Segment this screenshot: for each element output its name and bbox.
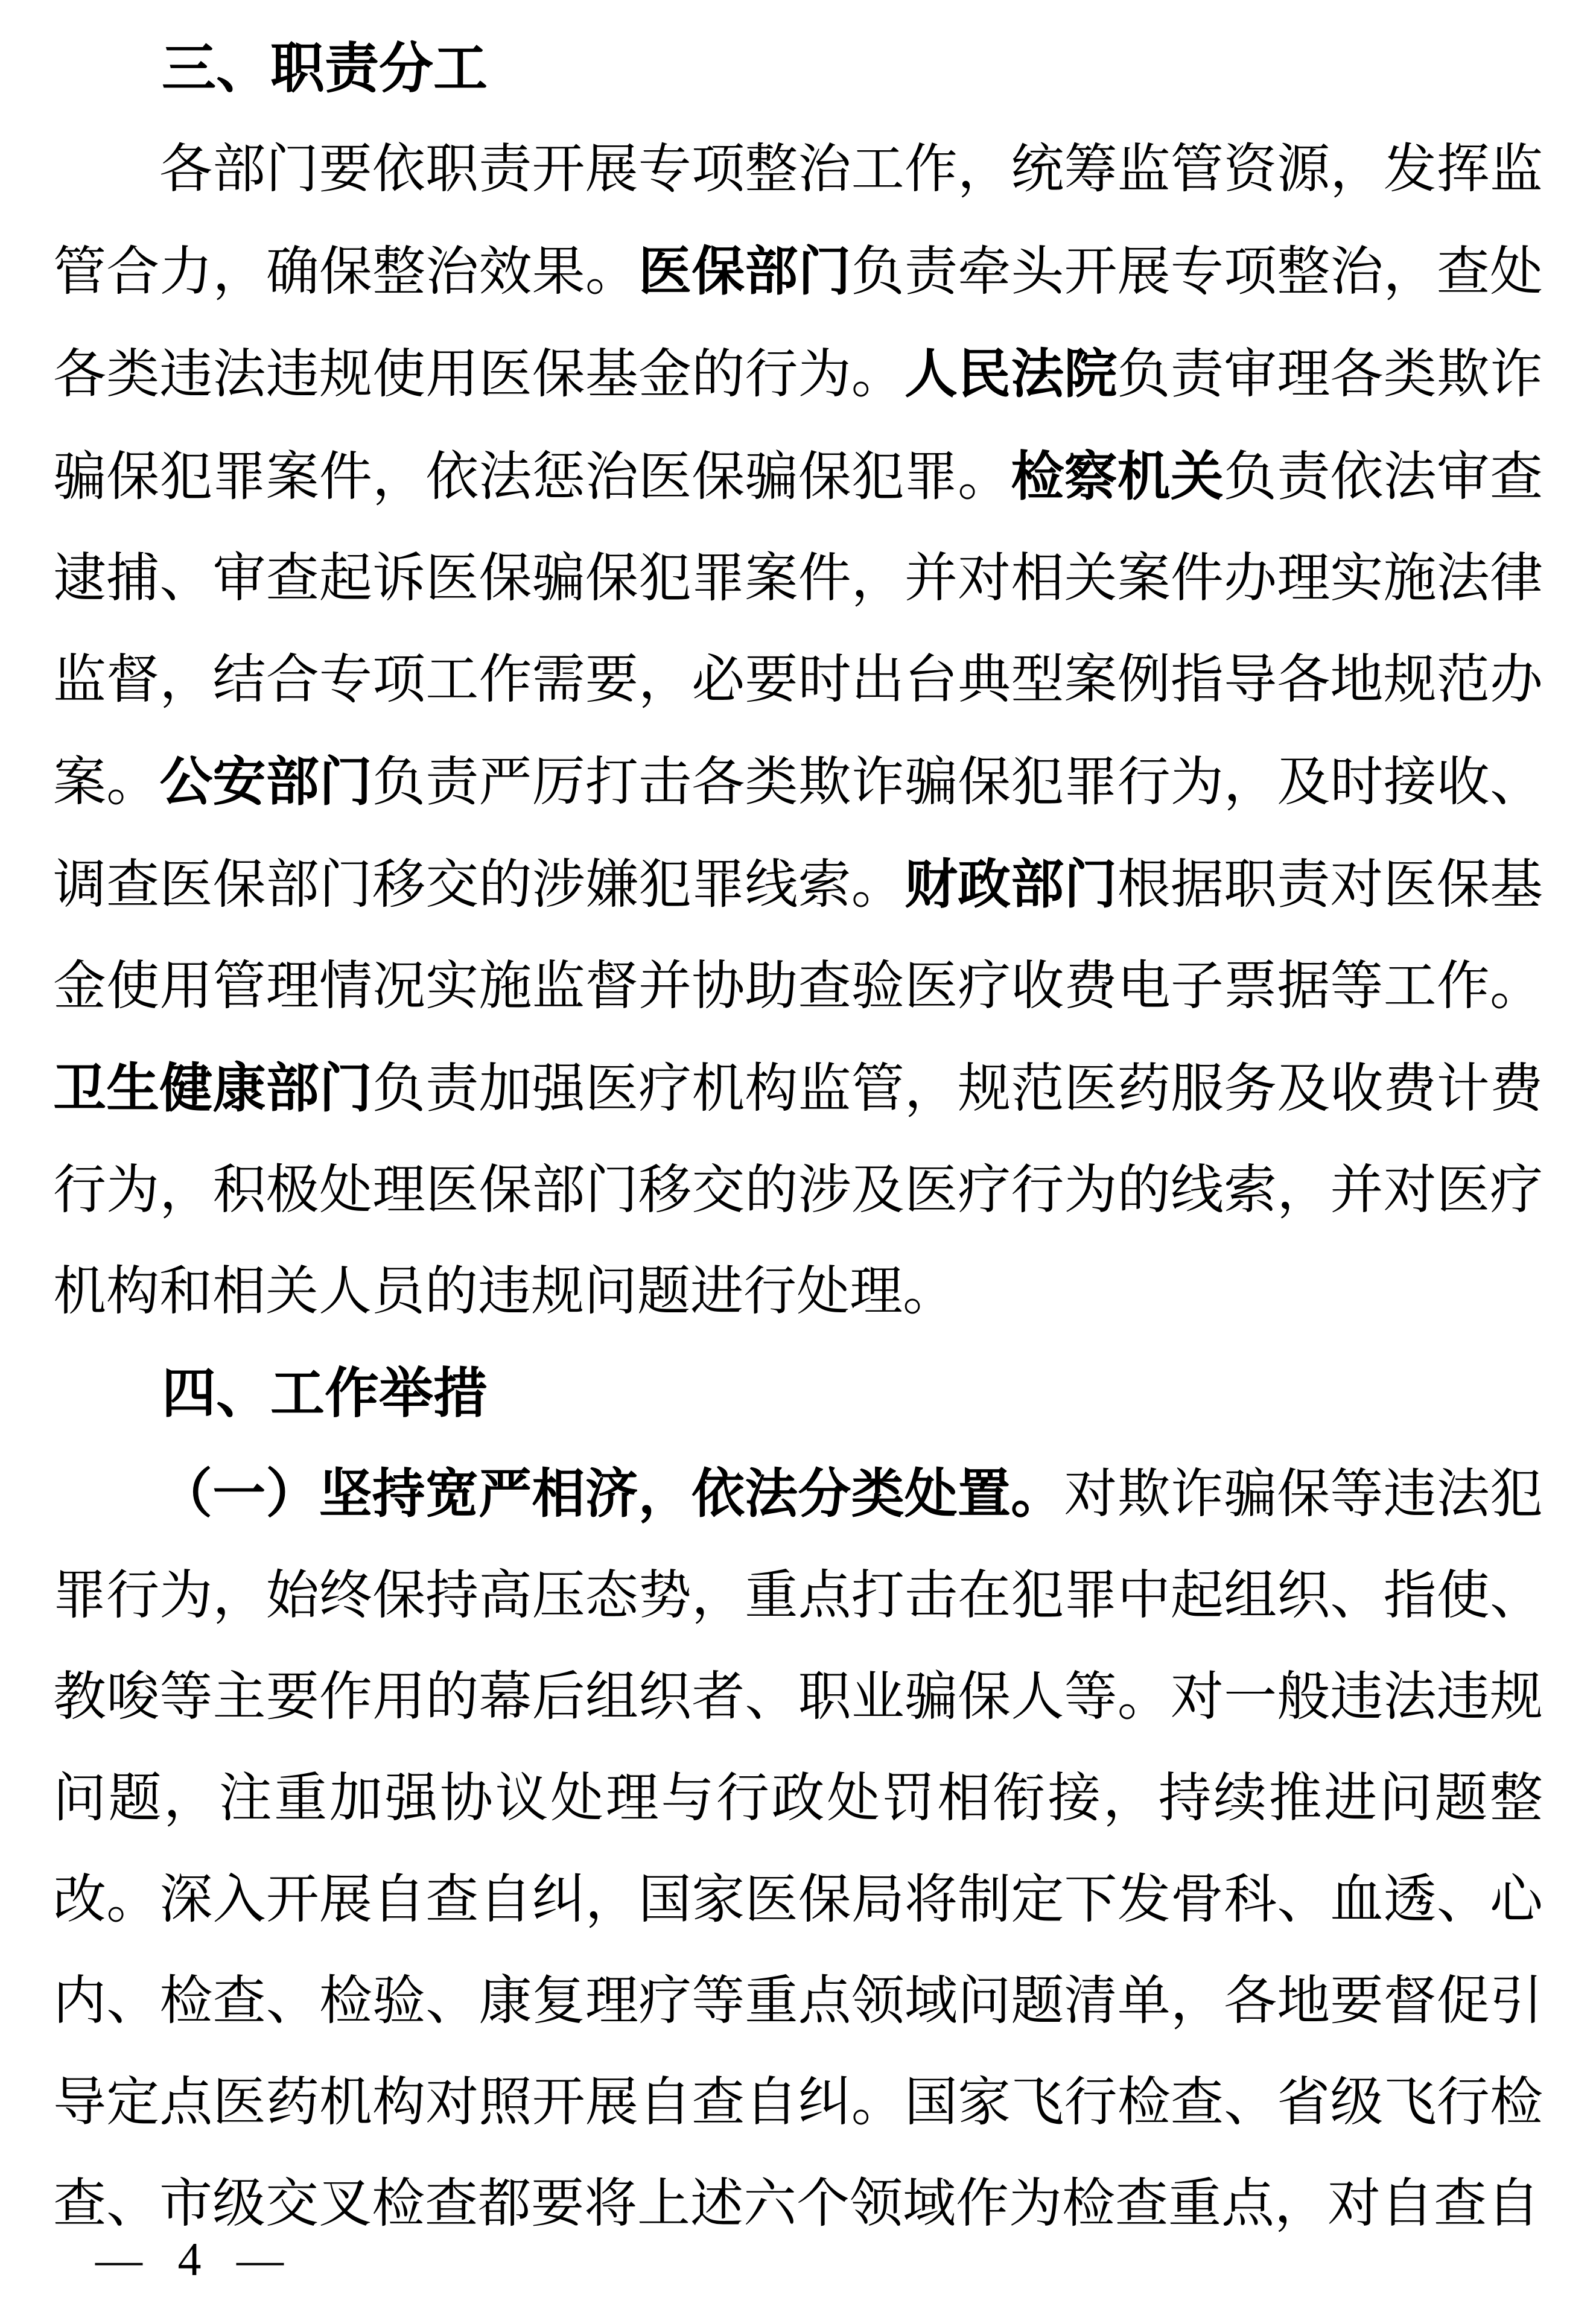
section-4-paragraph <box>53 1444 1543 2255</box>
paragraph-text-run: 负责牵头开展专项整治，查处各类违法违规使用医保基金的行为。 <box>53 243 1543 404</box>
section-3-heading: 三、职责分工 <box>162 39 488 99</box>
paragraph-text-run: 负责审理各类欺诈骗保犯罪案件，依法惩治医保骗保犯罪。 <box>53 346 1543 507</box>
bold-measure-1-title: （一）坚持宽严相济，依法分类处置。 <box>159 1466 1064 1524</box>
bold-term-finance-dept: 财政部门 <box>904 854 1118 914</box>
paragraph-text-run: 负责加强医疗机构监管，规范医药服务及收费计费行为，积极处理医保部门移交的涉及医疗行为的线索，并对医疗机构和相关人员的违规问题进行处理。 <box>53 1060 1543 1321</box>
paragraph-text-run: 各部门要依职责开展专项整治工作，统筹监管资源，发挥监管合力，确保整治效果。 <box>53 141 1543 302</box>
bold-term-health-commission-dept: 卫生健康部门 <box>53 1058 373 1118</box>
page-number: — 4 — <box>95 2233 284 2285</box>
paragraph-text-run: 对欺诈骗保等违法犯罪行为，始终保持高压态势，重点打击在犯罪中起组织、指使、教唆等主要作用的幕后组织者、职业骗保人等。对一般违法违规问题，注重加强协议处理与行政处罚相衔接，持续推进问题整改。深入开展自查自纠，国家医保局将制定下发骨科、血透、心内、检查、检验、康复理疗等重点领域问题清单，各地要督促引导定点医药机构对照开展自查自纠。国家飞行检查、省级飞行检查、市级交叉检查都要将上述六个领域作为检查重点，对自查自 <box>53 1466 1543 2234</box>
document-body <box>53 18 1543 2255</box>
bold-term-procuratorate: 检察机关 <box>1011 446 1224 506</box>
paragraph-text-run: 根据职责对医保基金使用管理情况实施监督并协助查验医疗收费电子票据等工作。 <box>53 856 1543 1016</box>
section-4-heading: 四、工作举措 <box>162 1364 488 1424</box>
bold-term-medical-insurance-dept: 医保部门 <box>638 241 851 301</box>
section-3-paragraph <box>53 119 1543 1343</box>
paragraph-text-run: 负责严厉打击各类欺诈骗保犯罪行为，及时接收、调查医保部门移交的涉嫌犯罪线索。 <box>53 754 1543 915</box>
paragraph-text-run: 负责依法审查逮捕、审查起诉医保骗保犯罪案件，并对相关案件办理实施法律监督，结合专项工作需要，必要时出台典型案例指导各地规范办案。 <box>53 448 1543 812</box>
bold-term-peoples-court: 人民法院 <box>904 344 1118 404</box>
bold-term-public-security-dept: 公安部门 <box>159 752 373 811</box>
page-footer <box>95 2232 284 2287</box>
